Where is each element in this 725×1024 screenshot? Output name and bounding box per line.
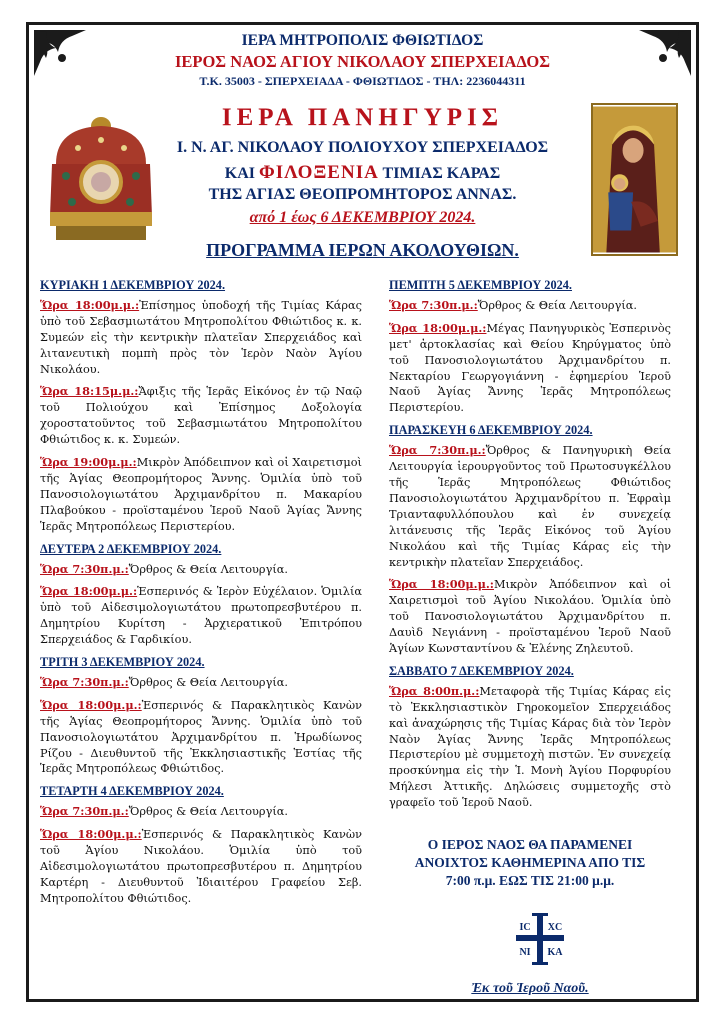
entry-time: Ὥρα 8:00π.μ.:: [389, 683, 480, 698]
schedule-entry: [40, 675, 362, 691]
opening-hours-notice: [389, 836, 671, 890]
entry-text: Ἑσπερινός & Ἱερὸν Εὐχέλαιον. Ὁμιλία ὑπὸ τοῦ Αἰδεσιμολογιωτάτου πρωτοπρεσβυτέρου π. Δημητρίου Κυρίτση - Ἀρχιερατικοῦ Ἐπιτρόπου Σπερχειάδος & Γαρδικίου.: [40, 585, 363, 647]
entry-text: Ὄρθρος & Θεία Λειτουργία.: [128, 805, 288, 819]
schedule-entry: [40, 455, 362, 535]
schedule-entry: [40, 562, 362, 578]
notice-line-1: Ο ΙΕΡΟΣ ΝΑΟΣ ΘΑ ΠΑΡΑΜΕΝΕΙ: [427, 837, 633, 852]
entry-text: Ὄρθρος & Θεία Λειτουργία.: [477, 298, 637, 312]
schedule-entry: [40, 827, 362, 907]
schedule-entry: [389, 577, 671, 657]
entry-time: Ὥρα 18:00μ.μ.:: [40, 697, 142, 712]
day-heading: ΣΑΒΒΑΤΟ 7 ΔΕΚΕΜΒΡΙΟΥ 2024.: [389, 663, 574, 678]
schedule-entry: [40, 804, 362, 820]
feast-line-1: Ι. Ν. ΑΓ. ΝΙΚΟΛΑΟΥ ΠΟΛΙΟΥΧΟΥ ΣΠΕΡΧΕΙΑΔΟΣ: [176, 139, 549, 156]
schedule-entry: [389, 298, 671, 314]
ic-xc-nika-cross-icon: [512, 911, 568, 967]
entry-time: Ὥρα 7:30π.μ.:: [389, 297, 478, 312]
day-heading: ΔΕΥΤΕΡΑ 2 ΔΕΚΕΜΒΡΙΟΥ 2024.: [40, 541, 222, 556]
metropolis-name: ΙΕΡΑ ΜΗΤΡΟΠΟΛΙΣ ΦΘΙΩΤΙΔΟΣ: [241, 32, 484, 49]
signature: Ἐκ τοῦ Ἱεροῦ Ναοῦ.: [471, 981, 589, 996]
entry-text: Μεταφορὰ τῆς Τιμίας Κάρας εἰς τὸ Ἐκκλησιαστικὸν Γηροκομεῖον Σπερχειάδος καὶ ἀναχώρησις τῆς Τιμίας Κάρας διὰ τὸν Ἱερὸν Ναὸν Ἁγίας Ἄννης Ἱερᾶς Μητροπόλεως Περιστερίου μὲ συμμετοχὴ πιστῶν. Ἐν συνεχείᾳ προσκύνημα εἰς τὴν Ἱ. Μονὴ Ἁγίου Πορφυρίου Μήλεσι Ἀττικῆς. Δηλώσεις συμμετοχῆς στὸ γραφεῖο τοῦ Ἱεροῦ Ναοῦ.: [389, 684, 671, 810]
entry-time: Ὥρα 18:00μ.μ.:: [40, 827, 142, 842]
day-heading: ΤΕΤΑΡΤΗ 4 ΔΕΚΕΜΒΡΙΟΥ 2024.: [40, 784, 224, 799]
schedule-entry: [40, 384, 362, 448]
entry-text: Ὄρθρος & Θεία Λειτουργία.: [128, 675, 288, 689]
schedule-left-column: [40, 276, 362, 914]
feast-dates: από 1 έως 6 ΔΕΚΕΜΒΡΙΟΥ 2024.: [249, 209, 476, 226]
day-heading: ΠΑΡΑΣΚΕΥΗ 6 ΔΕΚΕΜΒΡΙΟΥ 2024.: [389, 423, 593, 438]
schedule-entry: [40, 698, 362, 778]
program-heading: ΠΡΟΓΡΑΜΜΑ ΙΕΡΩΝ ΑΚΟΛΟΥΘΙΩΝ.: [206, 240, 519, 260]
notice-line-3: 7:00 π.μ. ΕΩΣ ΤΙΣ 21:00 μ.μ.: [445, 873, 615, 888]
schedule-entry: [389, 443, 671, 570]
entry-text: Ὄρθρος & Πανηγυρικὴ Θεία Λειτουργία ἱερουργοῦντος τοῦ Πρωτοσυγκέλλου τῆς Ἱερᾶς Μητροπόλεως Φθιώτιδος Πανοσιολογιωτάτου Ἀρχιμανδρίτου π. Ἐφραὶμ Τριανταφυλλόπουλου καὶ ἐν συνεχείᾳ λιτάνευσις τῆς Ἱερᾶς Εἰκόνος τοῦ Ἁγίου Νικολάου καὶ τῆς Τιμίας Κάρας εἰς τὴν κεντρικὴν πλατεῖαν Σπερχειάδος.: [389, 444, 671, 569]
entry-text: Ἑσπερινός & Παρακλητικὸς Κανὼν τῆς Ἁγίας Θεοπρομήτορος Ἄννης. Ὁμιλία ὑπὸ τοῦ Πανοσιολογιωτάτου Ἀρχιμανδρίτου π. Ἡρωδίωνος Ρίζου - Διευθυντοῦ τῆς Ἐκκλησιαστικῆς Ἑστίας τῆς Ἱερᾶς Μητροπόλεως Φθιώτιδος.: [40, 698, 362, 776]
entry-time: Ὥρα 7:30π.μ.:: [389, 443, 486, 458]
church-name: ΙΕΡΟΣ ΝΑΟΣ ΑΓΙΟΥ ΝΙΚΟΛΑΟΥ ΣΠΕΡΧΕΙΑΔΟΣ: [174, 52, 551, 71]
church-address: Τ.Κ. 35003 - ΣΠΕΡΧΕΙΑΔΑ - ΦΘΙΩΤΙΔΟΣ - ΤΗΛ: 2236044311: [199, 74, 526, 88]
entry-time: Ὥρα 7:30π.μ.:: [40, 804, 129, 819]
festival-title: ΙΕΡΑ ΠΑΝΗΓΥΡΙΣ: [221, 104, 504, 131]
feast-line-3: ΤΗΣ ΑΓΙΑΣ ΘΕΟΠΡΟΜΗΤΟΡΟΣ ΑΝΝΑΣ.: [208, 186, 517, 203]
entry-text: Ἐπίσημος ὑποδοχή τῆς Τιμίας Κάρας ὑπὸ τοῦ Σεβασμιωτάτου Μητροπολίτου Φθιώτιδος κ. κ. Συμεών εἰς τὴν κεντρικὴν πλατεῖαν Σπερχειάδος καὶ λιτανευτικὴ πομπὴ πρὸς τὸν Ἱερὸν Ναὸν Ἁγίου Νικολάου.: [40, 298, 362, 376]
entry-text: Μέγας Πανηγυρικὸς Ἑσπερινὸς μετ' ἀρτοκλασίας καὶ Θείου Κηρύγματος ὑπὸ τοῦ Πανοσιολογιωτάτου Ἀρχιμανδρίτου π. Νεκταρίου Γεωργογιάννη - ἐφημερίου Ἱεροῦ Ναοῦ Ἁγίας Ἄννης Ἱερᾶς Μητροπόλεως Περιστερίου.: [389, 321, 671, 415]
day-heading: ΠΕΜΠΤΗ 5 ΔΕΚΕΜΒΡΙΟΥ 2024.: [389, 278, 572, 292]
entry-text: Ὄρθρος & Θεία Λειτουργία.: [128, 562, 288, 576]
entry-time: Ὥρα 18:00μ.μ.:: [389, 577, 494, 592]
entry-time: Ὥρα 7:30π.μ.:: [40, 674, 129, 689]
entry-text: Ἑσπερινός & Παρακλητικὸς Κανὼν τοῦ Ἁγίου Νικολάου. Ὁμιλία ὑπὸ τοῦ Αἰδεσιμολογιωτάτου πρωτοπρεσβυτέρου π. Δημητρίου Καρτέρη - Διευθυντοῦ Ἰδιαιτέρου Γραφείου Σεβ. Μητροπολίτου Φθιώτιδος.: [40, 828, 362, 905]
schedule-entry: [40, 298, 362, 378]
schedule-entry: [389, 321, 671, 416]
entry-text: Μικρὸν Ἀπόδειπνον καὶ οἱ Χαιρετισμοὶ τῆς Ἁγίας Θεοπρομήτορος Ἄννης. Ὁμιλία ὑπὸ τοῦ Πανοσιολογιωτάτου Ἀρχιμανδρίτου π. Μακαρίου Πλαβούκου - προϊσταμένου Ἱεροῦ Ναοῦ Ἁγίας Ἄννης Ἱερᾶς Μητροπόλεως Περιστερίου.: [40, 456, 362, 533]
cross-letters-ka: KA: [547, 947, 563, 958]
day-heading: ΤΡΙΤΗ 3 ΔΕΚΕΜΒΡΙΟΥ 2024.: [40, 655, 205, 670]
feast-line-2: ΚΑΙ ΦΙΛΟΞΕΝΙΑ ΤΙΜΙΑΣ ΚΑΡΑΣ: [224, 162, 501, 183]
entry-time: Ὥρα 18:00μ.μ.:: [40, 297, 140, 312]
entry-text: Ἄφιξις τῆς Ἱερᾶς Εἰκόνος ἐν τῷ Ναῷ τοῦ Πολιούχου καὶ Ἐπίσημος Δοξολογία χοροστατοῦντος τοῦ Σεβασμιωτάτου Μητροπολίτου Φθιώτιδος κ. κ. Συμεών.: [40, 385, 362, 447]
cross-letters-ic: ΙC: [519, 922, 531, 933]
schedule-right-column: [389, 276, 671, 818]
entry-time: Ὥρα 18:00μ.μ.:: [389, 320, 487, 335]
schedule-entry: [40, 584, 362, 648]
entry-time: Ὥρα 18:15μ.μ.:: [40, 384, 139, 399]
entry-time: Ὥρα 7:30π.μ.:: [40, 561, 129, 576]
entry-time: Ὥρα 18:00μ.μ.:: [40, 584, 138, 599]
day-heading: ΚΥΡΙΑΚΗ 1 ΔΕΚΕΜΒΡΙΟΥ 2024.: [40, 278, 226, 292]
entry-text: Μικρὸν Ἀπόδειπνον καὶ οἱ Χαιρετισμοὶ τοῦ Ἁγίου Νικολάου. Ὁμιλία ὑπὸ τοῦ Πανοσιολογιωτάτου Ἀρχιμανδρίτου π. Δαυὶδ Νεγιάννη - προϊσταμένου Ἱεροῦ Ναοῦ Ἁγίων Κωνσταντίνου & Ἑλένης Ζηλευτοῦ.: [389, 578, 671, 656]
cross-letters-xc: XC: [547, 922, 563, 933]
entry-time: Ὥρα 19:00μ.μ.:: [40, 455, 137, 470]
cross-letters-ni: NI: [519, 947, 531, 958]
schedule-entry: [389, 684, 671, 811]
notice-line-2: ΑΝΟΙΧΤΟΣ ΚΑΘΗΜΕΡΙΝΑ ΑΠΟ ΤΙΣ: [414, 855, 646, 870]
